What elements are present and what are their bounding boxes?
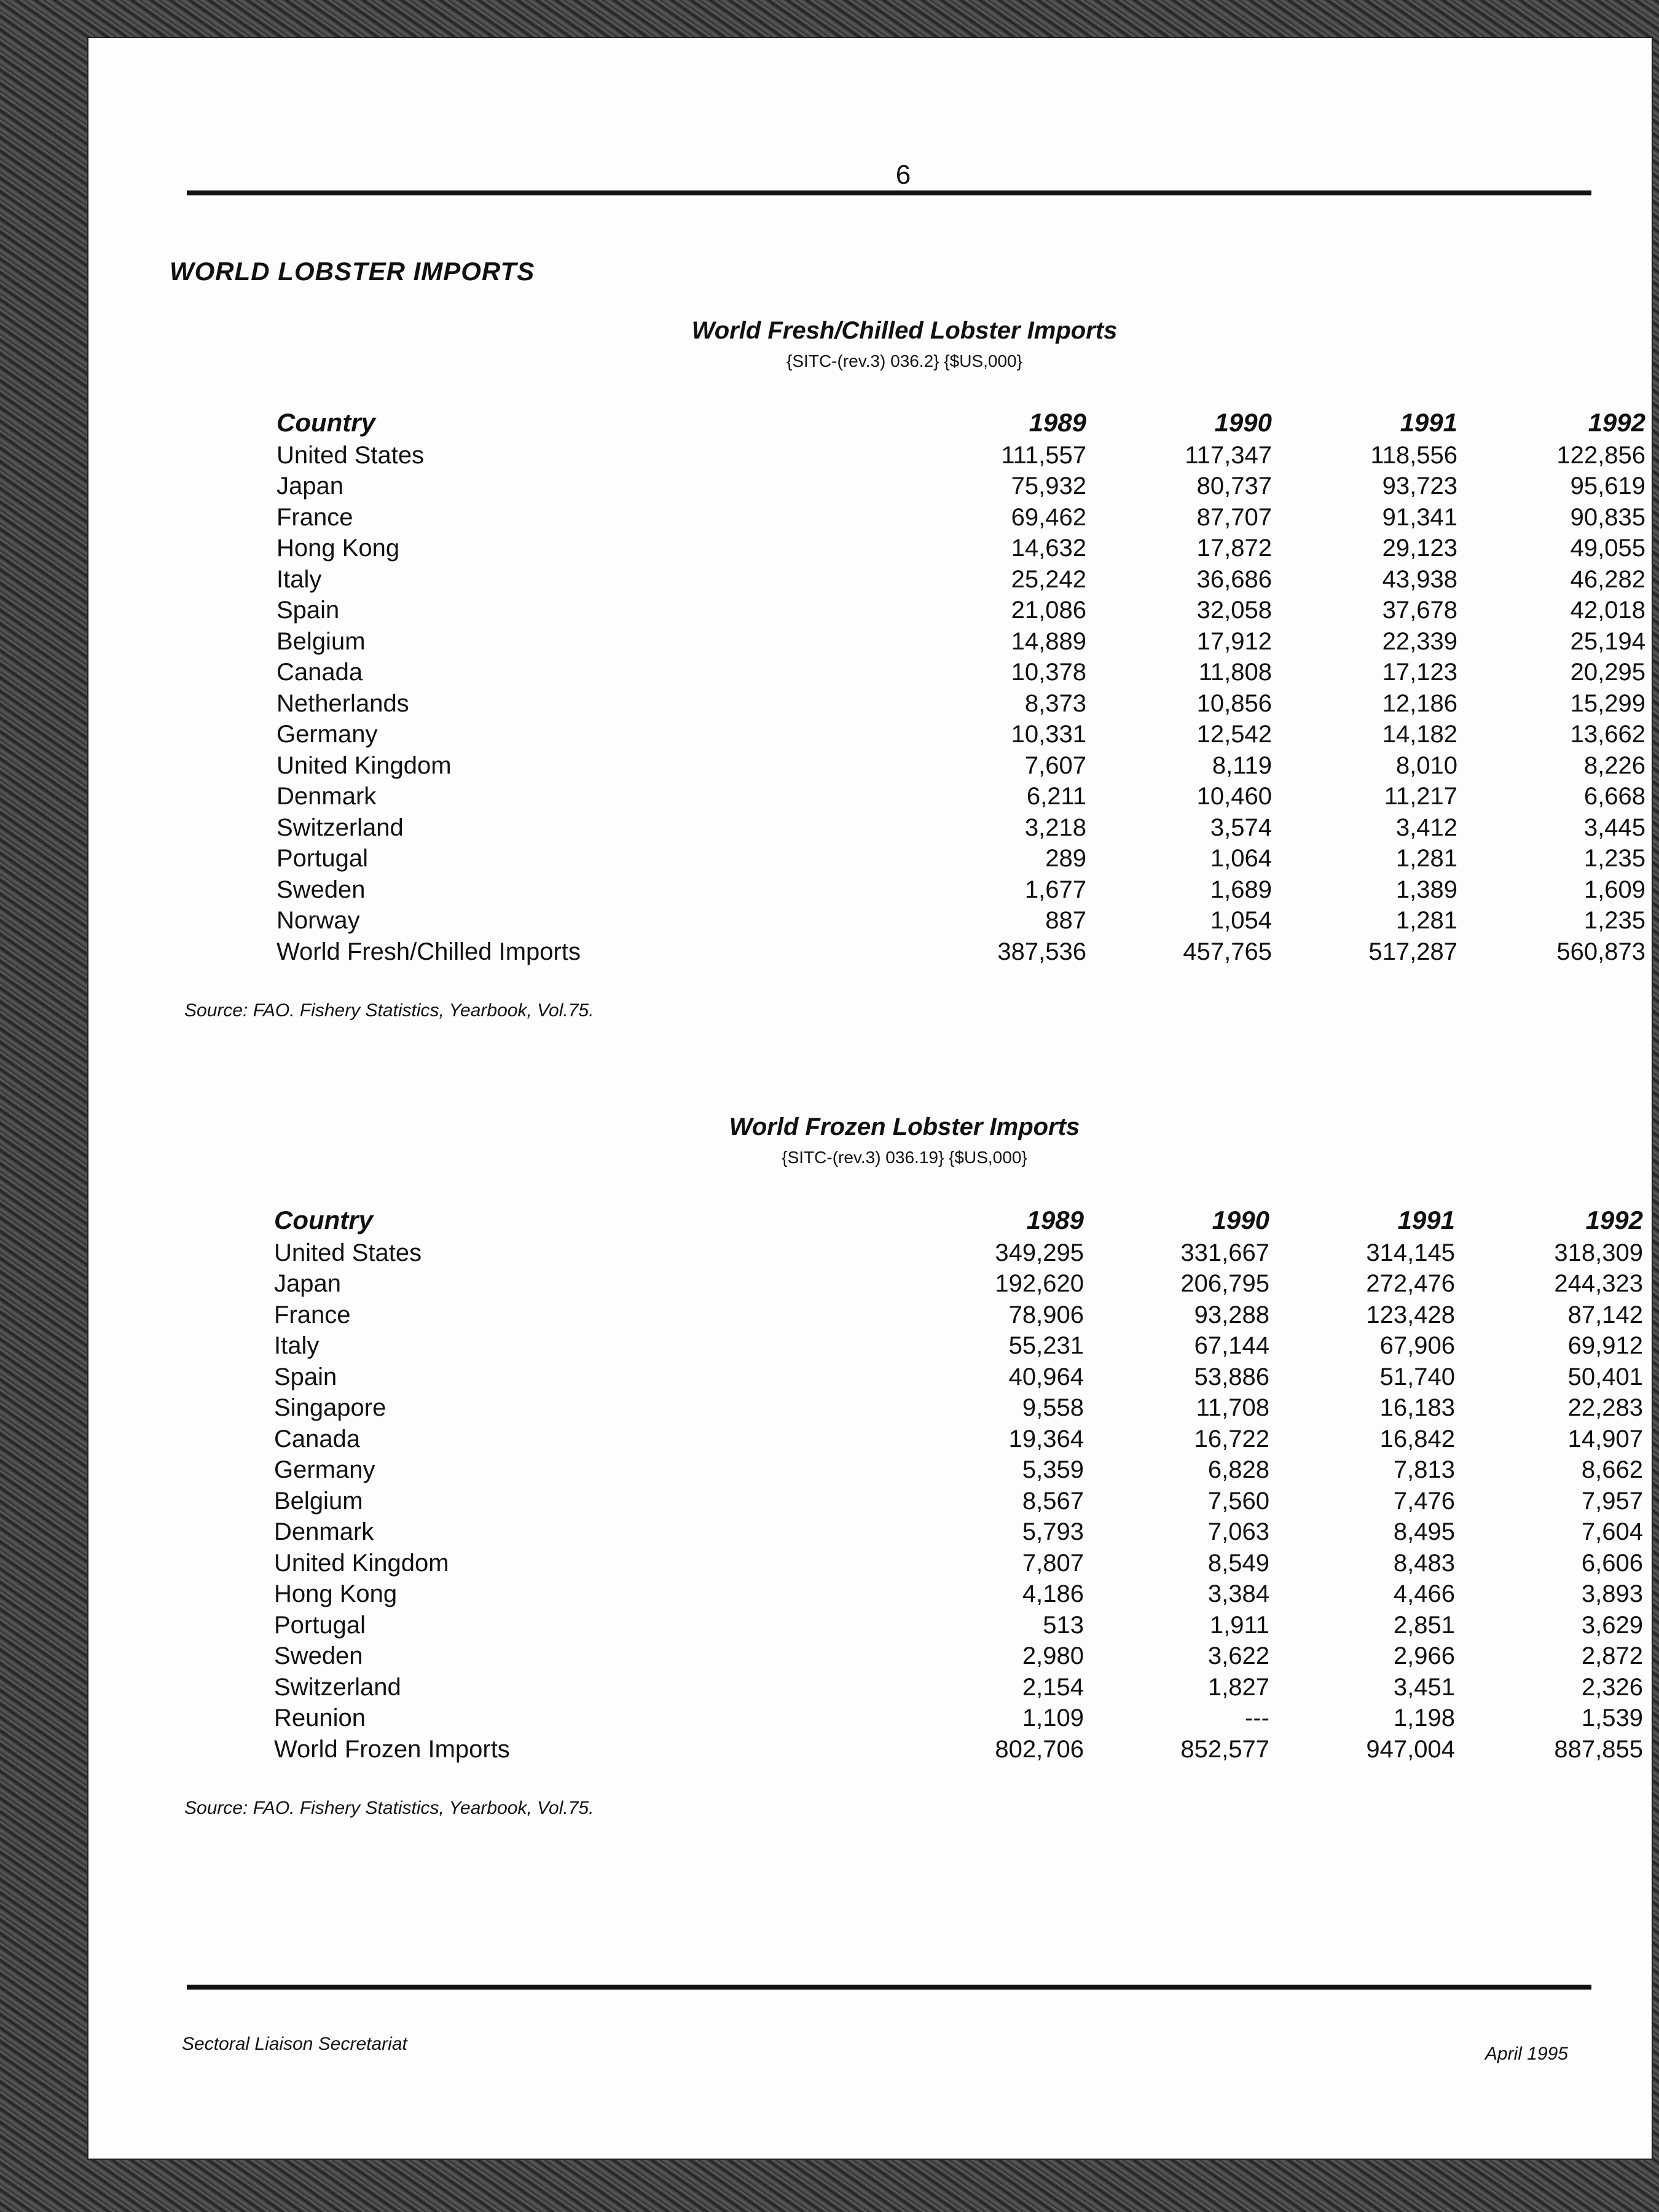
column-header-1990: 1990 <box>1214 408 1272 437</box>
value-cell: 69,912 <box>1567 1332 1643 1360</box>
value-cell: 272,476 <box>1366 1270 1455 1298</box>
value-cell: 16,183 <box>1379 1394 1455 1422</box>
value-cell: 1,389 <box>1395 876 1457 903</box>
value-cell: 7,604 <box>1581 1518 1643 1546</box>
value-cell: 457,765 <box>1183 938 1272 965</box>
value-cell: 1,235 <box>1583 845 1645 873</box>
country-cell: Spain <box>276 597 340 624</box>
column-header-1992: 1992 <box>1585 1206 1643 1234</box>
country-cell: Hong Kong <box>274 1580 398 1608</box>
value-cell: 123,428 <box>1366 1301 1455 1328</box>
value-cell: 3,384 <box>1207 1580 1269 1608</box>
value-cell: 15,299 <box>1570 689 1645 717</box>
value-cell: 6,828 <box>1207 1456 1269 1484</box>
table-header-row <box>276 406 1645 440</box>
value-cell: 14,632 <box>1011 535 1086 562</box>
country-cell: Canada <box>274 1425 361 1453</box>
value-cell: 1,539 <box>1581 1704 1643 1732</box>
table-row <box>274 1331 1643 1362</box>
table-row <box>276 440 1645 471</box>
country-cell: Sweden <box>276 876 366 903</box>
column-header-1989: 1989 <box>1026 1206 1084 1234</box>
column-header-1991: 1991 <box>1397 1206 1455 1234</box>
country-cell: Belgium <box>276 627 366 655</box>
table-row <box>276 906 1645 937</box>
value-cell: 25,242 <box>1011 565 1086 593</box>
country-cell: Portugal <box>274 1611 366 1639</box>
value-cell: 7,813 <box>1393 1456 1455 1484</box>
value-cell: 7,063 <box>1207 1518 1269 1546</box>
country-cell: Denmark <box>276 783 377 810</box>
country-cell: Japan <box>276 473 343 500</box>
value-cell: 8,373 <box>1024 689 1086 717</box>
value-cell: 17,912 <box>1196 627 1272 655</box>
value-cell: 13,662 <box>1570 721 1645 748</box>
value-cell: 3,412 <box>1395 814 1457 841</box>
table-row <box>276 844 1645 875</box>
value-cell: 2,326 <box>1581 1673 1643 1701</box>
table-row <box>276 564 1645 595</box>
value-cell: 513 <box>1043 1611 1084 1639</box>
value-cell: 55,231 <box>1008 1332 1084 1360</box>
column-header-country: Country <box>274 1206 373 1234</box>
country-cell: World Fresh/Chilled Imports <box>276 938 581 965</box>
value-cell: 2,872 <box>1581 1642 1643 1670</box>
country-cell: Reunion <box>274 1704 366 1732</box>
country-cell: United States <box>274 1239 422 1266</box>
value-cell: 1,109 <box>1022 1704 1084 1732</box>
value-cell: 78,906 <box>1008 1301 1084 1328</box>
value-cell: 8,549 <box>1207 1549 1269 1577</box>
header-rule <box>187 190 1591 195</box>
value-cell: 887,855 <box>1554 1735 1643 1763</box>
table-row <box>274 1269 1643 1300</box>
value-cell: 2,154 <box>1022 1673 1084 1701</box>
country-cell: Denmark <box>274 1518 374 1546</box>
value-cell: 5,359 <box>1022 1456 1084 1484</box>
table-row <box>274 1703 1643 1735</box>
value-cell: 8,010 <box>1395 751 1457 779</box>
fresh-lobster-table <box>276 406 1645 968</box>
value-cell: 75,932 <box>1011 473 1086 500</box>
column-header-1992: 1992 <box>1588 408 1645 437</box>
value-cell: 6,211 <box>1026 783 1086 810</box>
frozen-table-title: World Frozen Lobster Imports <box>729 1113 1080 1140</box>
value-cell: 19,364 <box>1008 1425 1084 1453</box>
value-cell: 51,740 <box>1379 1363 1455 1390</box>
table-header-row <box>274 1203 1643 1237</box>
value-cell: 387,536 <box>997 938 1086 965</box>
value-cell: --- <box>1245 1704 1269 1732</box>
value-cell: 40,964 <box>1008 1363 1084 1390</box>
column-header-country: Country <box>276 408 375 437</box>
value-cell: 2,851 <box>1393 1611 1455 1639</box>
value-cell: 8,567 <box>1022 1487 1084 1515</box>
value-cell: 22,283 <box>1567 1394 1643 1422</box>
value-cell: 122,856 <box>1556 441 1645 469</box>
value-cell: 93,723 <box>1382 473 1457 500</box>
value-cell: 32,058 <box>1196 597 1272 624</box>
value-cell: 1,689 <box>1210 876 1272 903</box>
table-row <box>274 1455 1643 1486</box>
value-cell: 16,722 <box>1194 1425 1269 1453</box>
total-row <box>276 936 1645 968</box>
value-cell: 11,708 <box>1196 1394 1269 1422</box>
value-cell: 318,309 <box>1554 1239 1643 1266</box>
value-cell: 3,629 <box>1581 1611 1643 1639</box>
document-page <box>87 37 1653 2160</box>
value-cell: 517,287 <box>1368 938 1457 965</box>
value-cell: 118,556 <box>1370 441 1457 469</box>
value-cell: 12,186 <box>1382 689 1457 717</box>
section-title: WORLD LOBSTER IMPORTS <box>170 257 535 286</box>
value-cell: 331,667 <box>1180 1239 1269 1266</box>
value-cell: 12,542 <box>1196 721 1272 748</box>
value-cell: 1,609 <box>1583 876 1645 903</box>
table-row <box>274 1641 1643 1673</box>
value-cell: 16,842 <box>1379 1425 1455 1453</box>
value-cell: 8,495 <box>1393 1518 1455 1546</box>
value-cell: 49,055 <box>1570 535 1645 562</box>
table-row <box>274 1237 1643 1269</box>
country-cell: Spain <box>274 1363 337 1390</box>
table-row <box>274 1362 1643 1393</box>
value-cell: 2,980 <box>1022 1642 1084 1670</box>
column-header-1990: 1990 <box>1212 1206 1269 1234</box>
value-cell: 10,856 <box>1196 689 1272 717</box>
value-cell: 87,142 <box>1567 1301 1643 1328</box>
value-cell: 17,123 <box>1382 659 1457 686</box>
table-row <box>276 533 1645 565</box>
value-cell: 3,218 <box>1024 814 1086 841</box>
value-cell: 10,331 <box>1011 721 1086 748</box>
value-cell: 2,966 <box>1393 1642 1455 1670</box>
country-cell: France <box>276 503 353 531</box>
country-cell: Italy <box>274 1332 320 1360</box>
country-cell: Hong Kong <box>276 535 400 562</box>
value-cell: 80,737 <box>1196 473 1272 500</box>
table-row <box>276 782 1645 813</box>
value-cell: 10,460 <box>1196 783 1272 810</box>
value-cell: 25,194 <box>1570 627 1645 655</box>
country-cell: United Kingdom <box>276 751 452 779</box>
country-cell: World Frozen Imports <box>274 1735 510 1763</box>
table-row <box>274 1672 1643 1703</box>
table-row <box>276 626 1645 657</box>
value-cell: 1,235 <box>1583 907 1645 935</box>
value-cell: 206,795 <box>1180 1270 1269 1298</box>
country-cell: Sweden <box>274 1642 363 1670</box>
value-cell: 5,793 <box>1022 1518 1084 1546</box>
value-cell: 244,323 <box>1554 1270 1643 1298</box>
fresh-table-subtitle: {SITC-(rev.3) 036.2} {$US,000} <box>786 351 1022 371</box>
page-number: 6 <box>895 160 911 190</box>
country-cell: Singapore <box>274 1394 386 1422</box>
value-cell: 3,445 <box>1583 814 1645 841</box>
value-cell: 1,827 <box>1207 1673 1269 1701</box>
value-cell: 14,182 <box>1382 721 1457 748</box>
frozen-table-source: Source: FAO. Fishery Statistics, Yearbook, Vol.75. <box>184 1798 594 1818</box>
value-cell: 887 <box>1045 907 1086 935</box>
value-cell: 192,620 <box>995 1270 1084 1298</box>
value-cell: 43,938 <box>1382 565 1457 593</box>
value-cell: 7,560 <box>1207 1487 1269 1515</box>
value-cell: 3,574 <box>1210 814 1272 841</box>
country-cell: Netherlands <box>276 689 409 717</box>
table-row <box>276 812 1645 844</box>
value-cell: 111,557 <box>1001 441 1086 469</box>
value-cell: 3,622 <box>1207 1642 1269 1670</box>
table-row <box>276 688 1645 720</box>
value-cell: 314,145 <box>1366 1239 1455 1266</box>
table-row <box>274 1517 1643 1548</box>
value-cell: 560,873 <box>1556 938 1645 965</box>
value-cell: 9,558 <box>1022 1394 1084 1422</box>
value-cell: 90,835 <box>1570 503 1645 531</box>
value-cell: 14,889 <box>1011 627 1086 655</box>
country-cell: Germany <box>276 721 378 748</box>
country-cell: Norway <box>276 907 360 935</box>
country-cell: Italy <box>276 565 322 593</box>
fresh-table-title: World Fresh/Chilled Lobster Imports <box>691 317 1118 344</box>
country-cell: Japan <box>274 1270 341 1298</box>
country-cell: Switzerland <box>276 814 404 841</box>
column-header-1991: 1991 <box>1400 408 1457 437</box>
country-cell: France <box>274 1301 351 1328</box>
value-cell: 1,281 <box>1395 907 1457 935</box>
total-row <box>274 1734 1643 1765</box>
value-cell: 91,341 <box>1382 503 1457 531</box>
footer-date: April 1995 <box>1484 2044 1568 2064</box>
value-cell: 7,607 <box>1024 751 1086 779</box>
table-row <box>274 1300 1643 1331</box>
value-cell: 67,906 <box>1379 1332 1455 1360</box>
value-cell: 7,476 <box>1393 1487 1455 1515</box>
value-cell: 8,483 <box>1393 1549 1455 1577</box>
value-cell: 93,288 <box>1194 1301 1269 1328</box>
country-cell: Belgium <box>274 1487 363 1515</box>
value-cell: 7,957 <box>1581 1487 1643 1515</box>
value-cell: 802,706 <box>995 1735 1084 1763</box>
value-cell: 289 <box>1045 845 1086 873</box>
country-cell: Germany <box>274 1456 375 1484</box>
value-cell: 8,662 <box>1581 1456 1643 1484</box>
value-cell: 36,686 <box>1196 565 1272 593</box>
value-cell: 947,004 <box>1366 1735 1455 1763</box>
value-cell: 20,295 <box>1570 659 1645 686</box>
country-cell: Portugal <box>276 845 368 873</box>
footer-organization: Sectoral Liaison Secretariat <box>182 2034 407 2054</box>
value-cell: 46,282 <box>1570 565 1645 593</box>
value-cell: 8,226 <box>1583 751 1645 779</box>
footer-rule <box>187 1985 1591 1990</box>
value-cell: 21,086 <box>1011 597 1086 624</box>
value-cell: 117,347 <box>1185 441 1272 469</box>
table-row <box>276 657 1645 689</box>
value-cell: 14,907 <box>1567 1425 1643 1453</box>
value-cell: 6,668 <box>1583 783 1645 810</box>
column-header-1989: 1989 <box>1029 408 1086 437</box>
value-cell: 42,018 <box>1570 597 1645 624</box>
table-row <box>274 1610 1643 1641</box>
table-row <box>274 1486 1643 1517</box>
value-cell: 11,808 <box>1198 659 1272 686</box>
frozen-lobster-table <box>274 1203 1643 1765</box>
table-row <box>276 750 1645 782</box>
value-cell: 11,217 <box>1384 783 1457 810</box>
table-row <box>276 595 1645 627</box>
fresh-table-source: Source: FAO. Fishery Statistics, Yearbook, Vol.75. <box>184 1000 594 1021</box>
country-cell: United States <box>276 441 425 469</box>
value-cell: 17,872 <box>1196 535 1272 562</box>
value-cell: 3,893 <box>1581 1580 1643 1608</box>
table-row <box>276 502 1645 533</box>
value-cell: 852,577 <box>1180 1735 1269 1763</box>
value-cell: 87,707 <box>1196 503 1272 531</box>
value-cell: 29,123 <box>1382 535 1457 562</box>
value-cell: 8,119 <box>1212 751 1272 779</box>
value-cell: 1,064 <box>1210 845 1272 873</box>
value-cell: 10,378 <box>1011 659 1086 686</box>
country-cell: Switzerland <box>274 1673 401 1701</box>
value-cell: 4,186 <box>1022 1580 1084 1608</box>
value-cell: 7,807 <box>1022 1549 1084 1577</box>
table-row <box>276 471 1645 503</box>
value-cell: 3,451 <box>1393 1673 1455 1701</box>
value-cell: 22,339 <box>1382 627 1457 655</box>
table-row <box>274 1579 1643 1610</box>
value-cell: 1,198 <box>1393 1704 1455 1732</box>
table-row <box>274 1424 1643 1455</box>
value-cell: 50,401 <box>1567 1363 1643 1390</box>
table-row <box>276 874 1645 906</box>
country-cell: United Kingdom <box>274 1549 449 1577</box>
value-cell: 1,281 <box>1395 845 1457 873</box>
value-cell: 349,295 <box>995 1239 1084 1266</box>
value-cell: 37,678 <box>1382 597 1457 624</box>
value-cell: 1,911 <box>1209 1611 1269 1639</box>
table-row <box>274 1393 1643 1424</box>
value-cell: 1,054 <box>1210 907 1272 935</box>
country-cell: Canada <box>276 659 363 686</box>
value-cell: 67,144 <box>1194 1332 1269 1360</box>
table-row <box>274 1548 1643 1579</box>
table-row <box>276 720 1645 751</box>
frozen-table-subtitle: {SITC-(rev.3) 036.19} {$US,000} <box>782 1148 1027 1167</box>
value-cell: 4,466 <box>1393 1580 1455 1608</box>
value-cell: 53,886 <box>1194 1363 1269 1390</box>
value-cell: 69,462 <box>1011 503 1086 531</box>
value-cell: 6,606 <box>1581 1549 1643 1577</box>
value-cell: 95,619 <box>1570 473 1645 500</box>
value-cell: 1,677 <box>1024 876 1086 903</box>
